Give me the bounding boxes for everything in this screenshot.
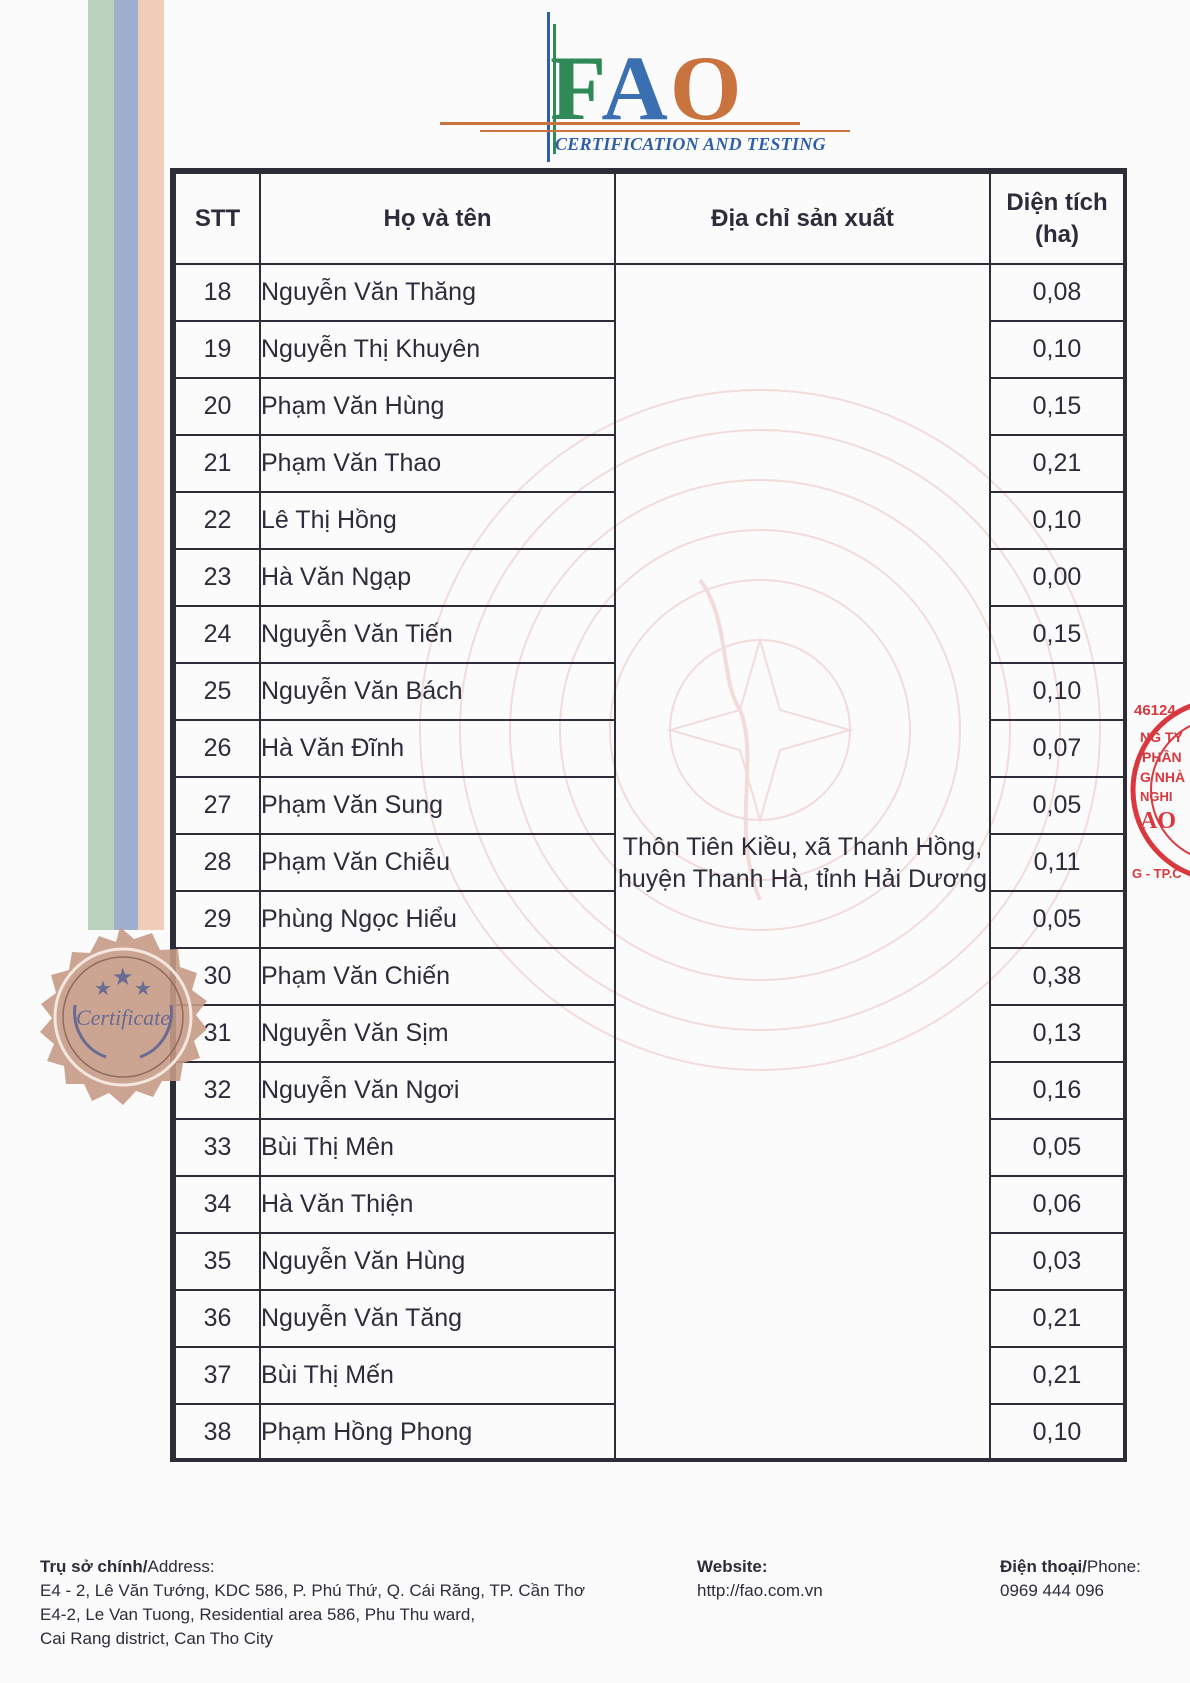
row-stt: 23 <box>175 549 260 606</box>
row-name: Nguyễn Văn Sịm <box>260 1005 615 1062</box>
footer-address-vn: E4 - 2, Lê Văn Tướng, KDC 586, P. Phú Thứ, Q. Cái Răng, TP. Cần Thơ <box>40 1581 585 1600</box>
row-stt: 31 <box>175 1005 260 1062</box>
footer-phone-label-en: Phone: <box>1086 1557 1141 1576</box>
row-area: 0,07 <box>990 720 1124 777</box>
row-area: 0,38 <box>990 948 1124 1005</box>
row-area: 0,03 <box>990 1233 1124 1290</box>
footer-address-heading <box>40 1555 585 1579</box>
row-area: 0,10 <box>990 1404 1124 1461</box>
footer-phone-label: Điện thoại/ <box>1000 1557 1087 1576</box>
row-area: 0,06 <box>990 1176 1124 1233</box>
logo-letters: FAO <box>550 37 744 139</box>
row-stt: 22 <box>175 492 260 549</box>
row-name: Phạm Văn Sung <box>260 777 615 834</box>
row-area: 0,11 <box>990 834 1124 891</box>
fao-logo <box>440 12 860 172</box>
row-stt: 38 <box>175 1404 260 1461</box>
row-name: Hà Văn Thiện <box>260 1176 615 1233</box>
stamp-line-2: NG TY <box>1140 729 1183 745</box>
row-name: Bùi Thị Mến <box>260 1347 615 1404</box>
row-stt: 37 <box>175 1347 260 1404</box>
row-name: Phạm Văn Chiến <box>260 948 615 1005</box>
row-name: Phạm Văn Thao <box>260 435 615 492</box>
row-stt: 20 <box>175 378 260 435</box>
row-name: Phạm Văn Chiễu <box>260 834 615 891</box>
row-stt: 19 <box>175 321 260 378</box>
red-company-stamp <box>1128 690 1190 890</box>
row-stt: 18 <box>175 264 260 321</box>
row-area: 0,21 <box>990 1347 1124 1404</box>
row-area: 0,21 <box>990 435 1124 492</box>
row-name: Hà Văn Ngạp <box>260 549 615 606</box>
table-row <box>175 264 1124 321</box>
row-stt: 24 <box>175 606 260 663</box>
footer-website <box>697 1555 823 1603</box>
stamp-line-7: G - TP.C <box>1132 866 1182 881</box>
row-area: 0,10 <box>990 321 1124 378</box>
row-name: Phạm Hồng Phong <box>260 1404 615 1461</box>
row-name: Nguyễn Văn Ngơi <box>260 1062 615 1119</box>
row-area: 0,10 <box>990 663 1124 720</box>
row-stt: 29 <box>175 891 260 948</box>
footer-address-label-en: Address: <box>147 1557 215 1576</box>
footer-website-label: Website: <box>697 1557 768 1576</box>
row-name: Hà Văn Đĩnh <box>260 720 615 777</box>
decor-stripe-green <box>88 0 114 930</box>
row-area: 0,05 <box>990 891 1124 948</box>
footer-website-link[interactable]: http://fao.com.vn <box>697 1581 823 1600</box>
header-name: Họ và tên <box>260 173 615 264</box>
row-area: 0,00 <box>990 549 1124 606</box>
footer-phone-heading <box>1000 1555 1141 1579</box>
row-stt: 33 <box>175 1119 260 1176</box>
decor-stripe-peach <box>138 0 164 930</box>
row-area: 0,05 <box>990 777 1124 834</box>
address-cell: Thôn Tiên Kiều, xã Thanh Hồng, huyện Thanh Hà, tỉnh Hải Dương <box>615 264 990 1461</box>
row-stt: 21 <box>175 435 260 492</box>
footer-phone-number: 0969 444 096 <box>1000 1581 1104 1600</box>
row-area: 0,05 <box>990 1119 1124 1176</box>
row-stt: 34 <box>175 1176 260 1233</box>
stamp-line-4: G NHÀ <box>1140 769 1186 785</box>
footer-address <box>40 1555 585 1651</box>
decor-stripe-blue <box>114 0 138 930</box>
footer-address-en-1: E4-2, Le Van Tuong, Residential area 586, Phu Thu ward, <box>40 1605 476 1624</box>
row-name: Nguyễn Văn Tiến <box>260 606 615 663</box>
member-table-frame <box>170 168 1127 1462</box>
seal-star-2: ★ <box>112 963 134 991</box>
member-table <box>174 172 1125 1462</box>
footer-address-label: Trụ sở chính/ <box>40 1557 148 1576</box>
footer-phone <box>1000 1555 1141 1603</box>
row-area: 0,15 <box>990 606 1124 663</box>
row-name: Nguyễn Văn Tăng <box>260 1290 615 1347</box>
row-area: 0,13 <box>990 1005 1124 1062</box>
row-name: Lê Thị Hồng <box>260 492 615 549</box>
stamp-line-5: NGHI <box>1140 789 1173 804</box>
row-name: Nguyễn Văn Hùng <box>260 1233 615 1290</box>
header-stt: STT <box>175 173 260 264</box>
row-stt: 35 <box>175 1233 260 1290</box>
stamp-line-6: AO <box>1140 808 1176 834</box>
header-address: Địa chỉ sản xuất <box>615 173 990 264</box>
certificate-seal <box>20 925 220 1125</box>
seal-star-1: ★ <box>94 976 112 1000</box>
table-body <box>175 264 1124 1461</box>
row-area: 0,15 <box>990 378 1124 435</box>
row-name: Nguyễn Thị Khuyên <box>260 321 615 378</box>
logo-subtitle: CERTIFICATION AND TESTING <box>555 134 826 154</box>
header-area: Diện tích (ha) <box>990 173 1124 264</box>
row-stt: 26 <box>175 720 260 777</box>
seal-label: Certificate <box>75 1005 171 1030</box>
row-stt: 25 <box>175 663 260 720</box>
row-stt: 32 <box>175 1062 260 1119</box>
stamp-line-1: 46124 <box>1134 702 1176 719</box>
row-area: 0,16 <box>990 1062 1124 1119</box>
row-stt: 27 <box>175 777 260 834</box>
table-header-row <box>175 173 1124 264</box>
row-stt: 30 <box>175 948 260 1005</box>
row-area: 0,10 <box>990 492 1124 549</box>
row-name: Nguyễn Văn Bách <box>260 663 615 720</box>
row-area: 0,08 <box>990 264 1124 321</box>
row-stt: 28 <box>175 834 260 891</box>
footer-address-en-2: Cai Rang district, Can Tho City <box>40 1629 274 1648</box>
stamp-line-3: PHẦN <box>1142 749 1182 765</box>
row-name: Bùi Thị Mên <box>260 1119 615 1176</box>
row-name: Nguyễn Văn Thăng <box>260 264 615 321</box>
row-area: 0,21 <box>990 1290 1124 1347</box>
row-name: Phạm Văn Hùng <box>260 378 615 435</box>
row-stt: 36 <box>175 1290 260 1347</box>
row-name: Phùng Ngọc Hiểu <box>260 891 615 948</box>
seal-star-3: ★ <box>134 976 152 1000</box>
